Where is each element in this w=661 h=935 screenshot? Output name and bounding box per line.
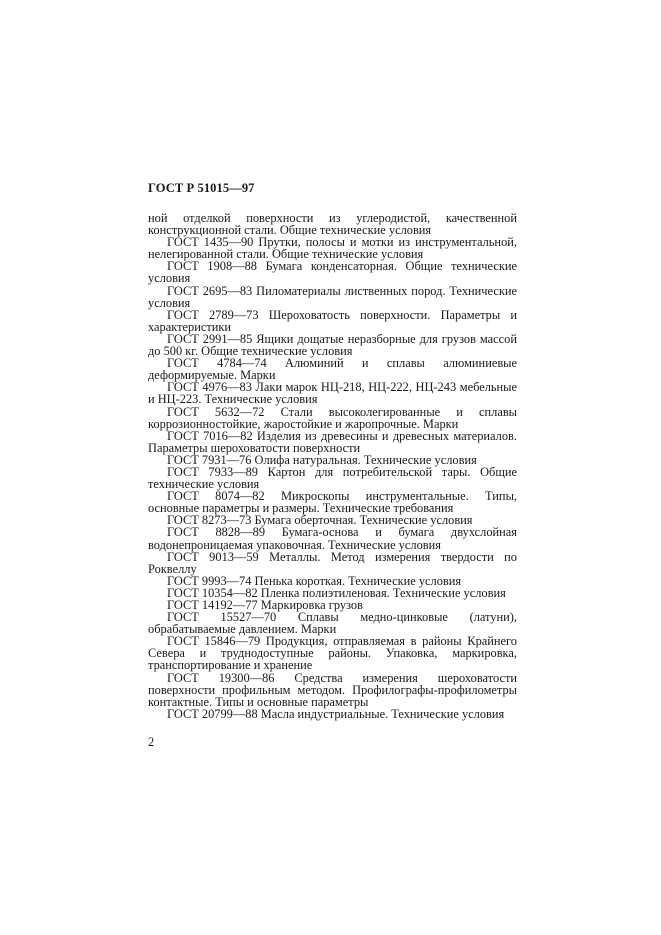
list-item: ГОСТ 7933—89 Картон для потребительской тары. Общие технические условия (148, 464, 517, 492)
list-item: ГОСТ 5632—72 Стали высоколегированные и сплавы коррозионностойкие, жаростойкие и жаропрочные. Марки (148, 404, 517, 431)
list-item: ГОСТ 8273—73 Бумага оберточная. Технические условия (167, 513, 473, 528)
document-code-header: ГОСТ Р 51015—97 (148, 181, 255, 195)
list-item: ГОСТ 8828—89 Бумага-основа и бумага двухслойная водонепроницаемая упаковочная. Технические условия (148, 525, 517, 552)
list-item: ГОСТ 10354—82 Пленка полиэтиленовая. Технические условия (167, 585, 506, 600)
list-item: ГОСТ 15846—79 Продукция, отправляемая в районы Крайнего Севера и труднодоступные районы. Упаковка, маркировка, транспортирование и хранение (148, 634, 517, 673)
list-item: ГОСТ 15527—70 Сплавы медно-цинковые (латуни), обрабатываемые давлением. Марки (148, 610, 517, 637)
list-item: ГОСТ 8074—82 Микроскопы инструментальные. Типы, основные параметры и размеры. Технические требования (148, 489, 517, 516)
list-item: ГОСТ 1435—90 Прутки, полосы и мотки из инструментальной, нелегированной стали. Общие технические условия (148, 235, 517, 262)
list-item: ГОСТ 19300—86 Средства измерения шероховатости поверхности профильным методом. Профилографы-профилометры контактные. Типы и основные параметры (148, 670, 517, 709)
list-item: ГОСТ 7931—76 Олифа натуральная. Технические условия (167, 452, 477, 467)
list-item: ной отделкой поверхности из углеродистой, качественной конструкционной стали. Общие технические условия (148, 211, 517, 238)
list-item: ГОСТ 9993—74 Пенька короткая. Технические условия (167, 573, 462, 588)
list-item: ГОСТ 14192—77 Маркировка грузов (167, 598, 363, 612)
list-item: ГОСТ 2789—73 Шероховатость поверхности. Параметры и характеристики (148, 307, 517, 334)
list-item: ГОСТ 20799—88 Масла индустриальные. Технические условия (167, 706, 505, 721)
list-item: ГОСТ 7016—82 Изделия из древесины и древесных материалов. Параметры шероховатости поверхности (148, 428, 517, 455)
list-item: ГОСТ 2991—85 Ящики дощатые неразборные для грузов массой до 500 кг. Общие технические условия (148, 331, 517, 359)
list-item: ГОСТ 9013—59 Металлы. Метод измерения твердости по Роквеллу (148, 549, 517, 576)
list-item: ГОСТ 4784—74 Алюминий и сплавы алюминиевые деформируемые. Марки (148, 356, 517, 383)
normative-references-list (148, 212, 517, 720)
page-number: 2 (148, 735, 155, 749)
list-item: ГОСТ 4976—83 Лаки марок НЦ-218, НЦ-222, НЦ-243 мебельные и НЦ-223. Технические условия (148, 380, 517, 407)
list-item: ГОСТ 1908—88 Бумага конденсаторная. Общие технические условия (148, 259, 517, 286)
list-item: ГОСТ 2695—83 Пиломатериалы лиственных пород. Технические условия (148, 283, 517, 310)
